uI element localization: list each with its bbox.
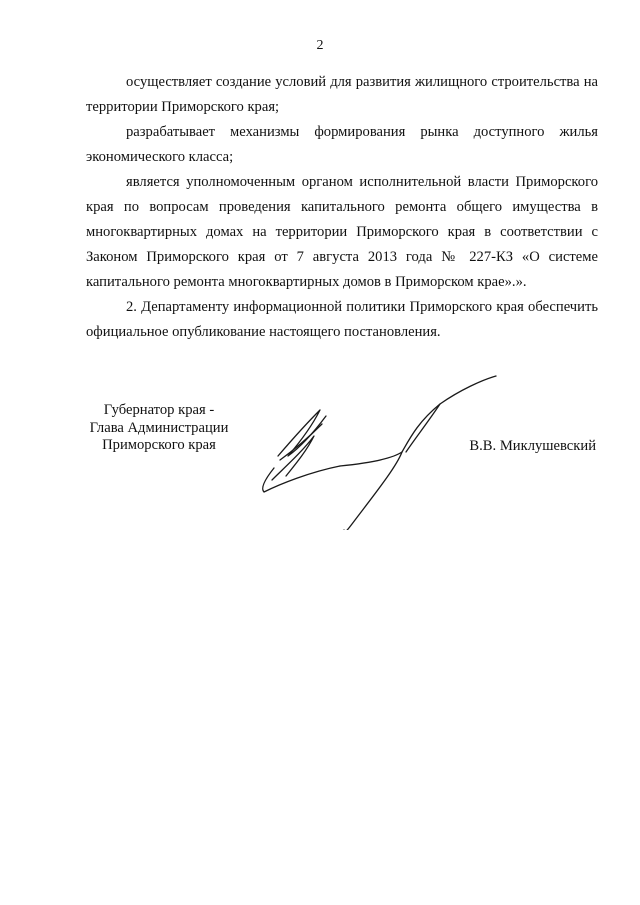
signer-title-line: Глава Администрации xyxy=(89,419,229,436)
paragraph-housing-construction: осуществляет создание условий для развития жилищного строительства на территории Приморского края; xyxy=(86,74,598,115)
signer-title xyxy=(84,402,234,455)
paragraph-capital-repair: является уполномоченным органом исполнительной власти Приморского края по вопросам проведения капитального ремонта общего имущества в многоквартирных домах на территории Приморского края в соответствии с Законом Приморского края от 7 августа 2013 года № 227-КЗ «О системе капитального ремонта многоквартирных домов в Приморском крае».». xyxy=(86,174,598,290)
signer-title-line: Приморского края xyxy=(102,437,216,453)
page-number: 2 xyxy=(316,38,324,53)
signer-title-line: Губернатор края - xyxy=(103,402,215,418)
paragraph-publication: 2. Департаменту информационной политики Приморского края обеспечить официальное опубликование настоящего постановления. xyxy=(86,299,598,340)
signer-name: В.В. Миклушевский xyxy=(469,438,596,454)
document-body xyxy=(86,70,598,345)
signature-block xyxy=(0,402,640,542)
paragraph-affordable-housing: разрабатывает механизмы формирования рынка доступного жилья экономического класса; xyxy=(86,124,598,165)
